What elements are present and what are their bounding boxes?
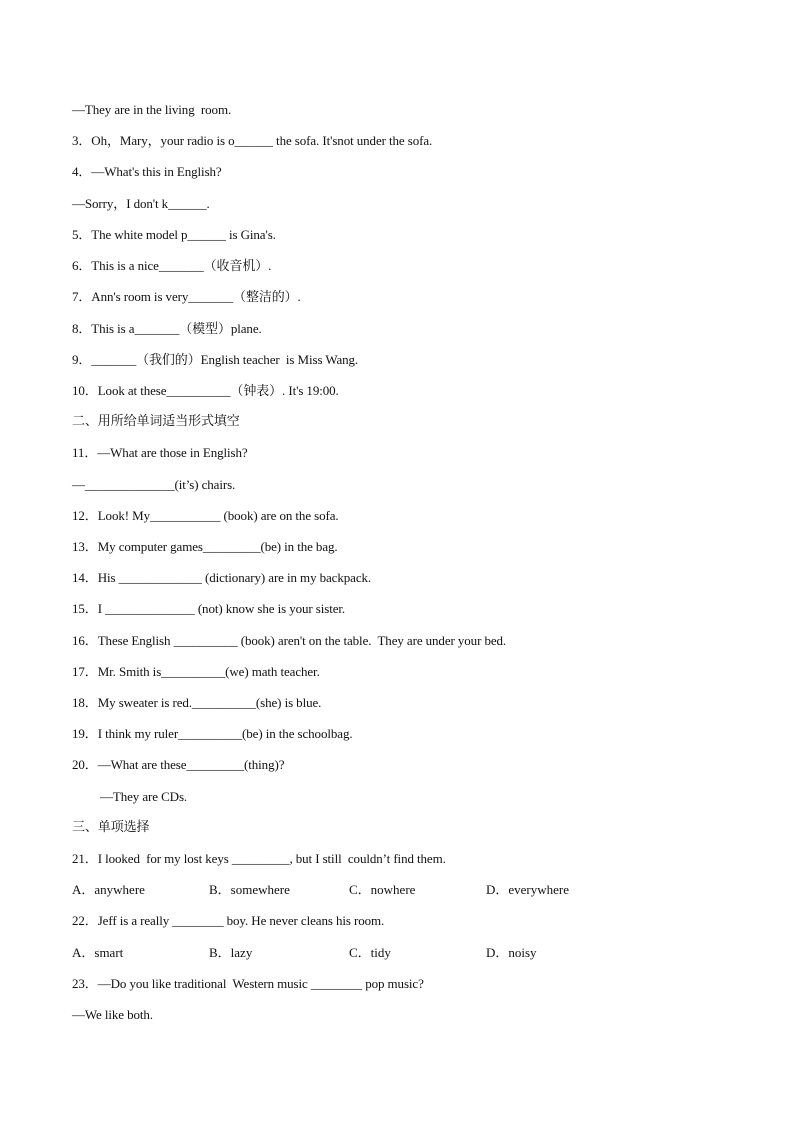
question-16: 16．These English __________ (book) aren't on the table. They are under your bed. [72, 633, 507, 648]
option-b: B．lazy [209, 945, 253, 960]
question-7: 7．Ann's room is very_______（整洁的）. [72, 289, 301, 304]
question-18: 18．My sweater is red.__________(she) is blue. [72, 695, 322, 710]
question-3: 3．Oh，Mary，your radio is o______ the sofa. It'snot under the sofa. [72, 133, 433, 148]
question-6: 6．This is a nice_______（收音机）. [72, 258, 272, 273]
option-c: C．tidy [349, 945, 391, 960]
option-b: B．somewhere [209, 882, 290, 897]
question-5: 5．The white model p______ is Gina's. [72, 227, 276, 242]
option-c: C．nowhere [349, 882, 416, 897]
section-heading-2: 二、用所给单词适当形式填空 [72, 414, 240, 429]
question-21-options [72, 882, 632, 898]
question-23: 23．—Do you like traditional Western music ________ pop music? [72, 976, 424, 991]
option-a: A．anywhere [72, 882, 145, 897]
question-17: 17．Mr. Smith is__________(we) math teacher. [72, 664, 320, 679]
option-a: A．smart [72, 945, 124, 960]
answer-line-q11: —______________(it’s) chairs. [72, 477, 236, 492]
question-12: 12．Look! My___________ (book) are on the sofa. [72, 508, 339, 523]
question-13: 13．My computer games_________(be) in the bag. [72, 539, 338, 554]
question-14: 14．His _____________ (dictionary) are in my backpack. [72, 570, 372, 585]
question-9: 9．_______（我们的）English teacher is Miss Wang. [72, 352, 359, 367]
answer-line-q20: —They are CDs. [100, 789, 188, 804]
question-10: 10．Look at these__________（钟表）. It's 19:00. [72, 383, 339, 398]
question-20: 20．—What are these_________(thing)? [72, 757, 285, 772]
answer-line-q4: —Sorry，I don't k______. [72, 196, 210, 211]
option-d: D．noisy [486, 945, 537, 960]
answer-line-q2: —They are in the living room. [72, 102, 232, 117]
answer-line-q23: —We like both. [72, 1007, 153, 1022]
question-4: 4．—What's this in English? [72, 164, 222, 179]
question-11: 11．—What are those in English? [72, 445, 248, 460]
question-8: 8．This is a_______（模型）plane. [72, 321, 262, 336]
question-21: 21．I looked for my lost keys _________, but I still couldn’t find them. [72, 851, 446, 866]
section-heading-3: 三、单项选择 [72, 820, 150, 835]
question-22-options [72, 945, 632, 961]
option-d: D．everywhere [486, 882, 570, 897]
question-15: 15．I ______________ (not) know she is your sister. [72, 601, 346, 616]
question-19: 19．I think my ruler__________(be) in the schoolbag. [72, 726, 353, 741]
question-22: 22．Jeff is a really ________ boy. He never cleans his room. [72, 913, 385, 928]
